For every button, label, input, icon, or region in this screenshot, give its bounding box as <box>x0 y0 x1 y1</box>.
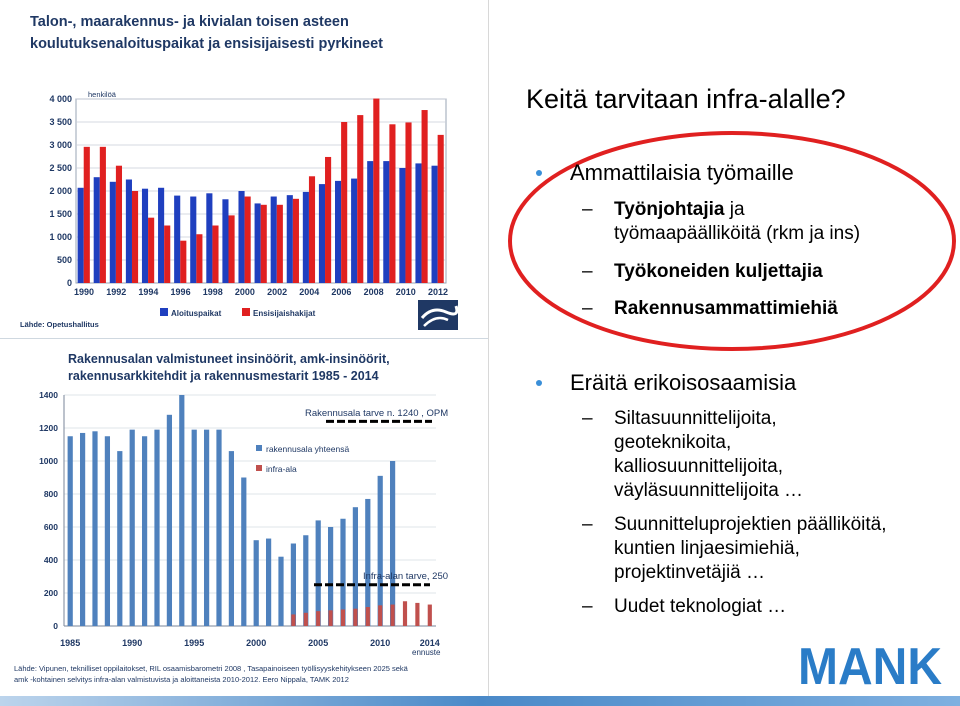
chart1-xtick-label: 2004 <box>299 287 320 297</box>
chart1-bar-ensisijaishakijat-1993 <box>132 191 138 283</box>
chart2-legend-swatch-infra <box>256 465 262 471</box>
chart2-ytick-label: 800 <box>43 489 58 499</box>
chart1-bar-ensisijaishakijat-2002 <box>277 205 283 283</box>
chart2-ytick-label: 1000 <box>39 456 58 466</box>
chart1-bar-aloituspaikat-1995 <box>158 188 164 283</box>
chart2-bar-rakennusala-yhteensä-2003 <box>291 544 296 627</box>
chart1-bar-ensisijaishakijat-2006 <box>341 122 347 283</box>
chart2-xtick-label: 1990 <box>122 638 143 648</box>
chart2-bar-rakennusala-yhteensä-1990 <box>130 430 135 626</box>
chart1-xtick-label: 1992 <box>106 287 127 297</box>
chart2-bar-infra-ala-2007 <box>341 610 345 627</box>
chart1-xtick-label: 1994 <box>138 287 159 297</box>
chart1-ytick-label: 2 500 <box>49 163 72 173</box>
chart1-ytick-label: 500 <box>56 255 72 265</box>
chart1-ytick-label: 1 000 <box>49 232 72 242</box>
chart2-bar-rakennusala-yhteensä-1996 <box>204 430 209 626</box>
chart1-bar-aloituspaikat-2007 <box>351 179 357 283</box>
chart2-source-line1: Lähde: Vipunen, teknilliset oppilaitokset, RIL osaamisbarometri 2008 , Tasapainoiseen työllisyyskehitykseen 2025 sekä <box>14 664 408 673</box>
chart2-bar-infra-ala-2003 <box>291 614 295 626</box>
chart2-bar-rakennusala-yhteensä-1999 <box>241 478 246 627</box>
chart2-bar-infra-ala-2009 <box>366 607 370 626</box>
chart-applicants-svg <box>0 0 488 338</box>
chart2-annotation-infra-need: Infra-alan tarve, 250 <box>363 571 449 582</box>
chart1-bar-ensisijaishakijat-2000 <box>245 197 251 283</box>
chart1-xtick-label: 2012 <box>427 287 448 297</box>
chart2-ytick-label: 1200 <box>39 423 58 433</box>
mank-logo <box>798 640 944 690</box>
chart2-xtick-label: 1995 <box>184 638 205 648</box>
chart1-bar-ensisijaishakijat-2012 <box>438 135 444 283</box>
chart2-bar-rakennusala-yhteensä-1985 <box>68 436 73 626</box>
chart2-ytick-label: 400 <box>43 555 58 565</box>
sub-tyonjohtajia-bold: Työnjohtajia <box>614 199 725 220</box>
sub-vaylasuunnittelijoita: väyläsuunnittelijoita … <box>614 480 804 501</box>
chart1-xtick-label: 2000 <box>234 287 255 297</box>
bullet-erikoisosaamisia: Eräitä erikoisosaamisia <box>570 370 797 395</box>
dash-1: – <box>582 199 593 220</box>
chart2-bar-infra-ala-2006 <box>329 610 333 626</box>
chart1-legend-swatch-ensisijaishakijat <box>242 308 250 316</box>
chart1-bar-aloituspaikat-2000 <box>238 191 244 283</box>
chart1-bar-ensisijaishakijat-1995 <box>164 226 170 284</box>
chart2-annotation-total-need: Rakennusala tarve n. 1240 , OPM <box>305 408 449 419</box>
chart1-xtick-label: 1998 <box>202 287 223 297</box>
chart1-bar-ensisijaishakijat-1999 <box>229 215 235 283</box>
sub-uudet-teknologiat: Uudet teknologiat … <box>614 596 787 617</box>
chart2-legend-infra: infra-ala <box>266 464 297 474</box>
chart1-legend-aloituspaikat: Aloituspaikat <box>171 309 222 318</box>
chart-applicants <box>0 0 488 338</box>
chart2-bar-rakennusala-yhteensä-1987 <box>92 431 97 626</box>
chart2-bar-rakennusala-yhteensä-2009 <box>365 499 370 626</box>
chart2-bar-rakennusala-yhteensä-2010 <box>378 476 383 626</box>
chart1-bar-aloituspaikat-1998 <box>206 193 212 283</box>
chart1-ytick-label: 2 000 <box>49 186 72 196</box>
sub-tyokoneiden-kuljettajia: Työkoneiden kuljettajia <box>614 261 823 282</box>
chart2-bar-infra-ala-2013 <box>415 603 419 626</box>
dash-3: – <box>582 298 593 319</box>
chart1-bar-ensisijaishakijat-1991 <box>100 147 106 283</box>
chart2-xtick-label: 1985 <box>60 638 81 648</box>
chart2-bar-rakennusala-yhteensä-1992 <box>154 430 159 626</box>
chart1-bar-ensisijaishakijat-2003 <box>293 199 299 283</box>
chart2-bar-rakennusala-yhteensä-1988 <box>105 436 110 626</box>
chart1-xtick-label: 1996 <box>170 287 191 297</box>
chart1-bar-aloituspaikat-1997 <box>190 197 196 283</box>
chart2-bar-infra-ala-2011 <box>391 605 395 626</box>
chart1-bar-ensisijaishakijat-1996 <box>180 241 186 283</box>
chart2-ytick-label: 600 <box>43 522 58 532</box>
chart2-xtick-label: 2005 <box>308 638 329 648</box>
dash-4: – <box>582 408 593 429</box>
dash-5: – <box>582 514 593 535</box>
sub-suunnitteluprojektien: Suunnitteluprojektien päälliköitä, <box>614 514 887 535</box>
chart1-xtick-label: 2008 <box>363 287 384 297</box>
chart1-bar-ensisijaishakijat-1990 <box>84 147 90 283</box>
bullet-dot-2 <box>536 380 542 386</box>
sub-kuntien-linjaesimiehia: kuntien linjaesimiehiä, <box>614 538 800 559</box>
chart1-bar-aloituspaikat-2002 <box>271 197 277 283</box>
chart1-ylabel: henkilöä <box>88 90 116 99</box>
slide-title: Keitä tarvitaan infra-alalle? <box>526 84 846 114</box>
chart1-bar-aloituspaikat-2008 <box>367 161 373 283</box>
chart1-bar-ensisijaishakijat-2010 <box>405 122 411 283</box>
chart2-title-line1: Rakennusalan valmistuneet insinöörit, amk-insinöörit, <box>68 352 390 366</box>
chart1-bar-ensisijaishakijat-2009 <box>389 124 395 283</box>
chart2-bar-infra-ala-2004 <box>304 613 308 626</box>
chart-graduates <box>0 338 488 697</box>
chart2-ytick-label: 1400 <box>39 390 58 400</box>
chart2-x-suffix: ennuste <box>412 648 441 657</box>
sub-geoteknikoita: geoteknikoita, <box>614 432 732 453</box>
chart2-source-line2: amk -kohtainen selvitys infra-alan valmistuvista ja aloittaneista 2010-2012. Eero Nippala, TAMK 2012 <box>14 675 349 684</box>
chart1-title-line1: Talon-, maarakennus- ja kivialan toisen asteen <box>30 14 349 30</box>
dash-2: – <box>582 261 593 282</box>
chart1-xtick-label: 2002 <box>267 287 288 297</box>
chart1-ytick-label: 0 <box>66 278 72 288</box>
chart1-bar-aloituspaikat-1999 <box>222 199 228 283</box>
chart1-source: Lähde: Opetushallitus <box>20 320 99 329</box>
chart1-xtick-label: 2006 <box>331 287 352 297</box>
chart2-bar-rakennusala-yhteensä-2001 <box>266 539 271 626</box>
chart1-ytick-label: 3 000 <box>49 140 72 150</box>
chart1-bar-aloituspaikat-2001 <box>255 203 261 283</box>
chart1-bar-aloituspaikat-1994 <box>142 189 148 283</box>
chart2-bar-infra-ala-2010 <box>378 605 382 626</box>
chart2-ytick-label: 0 <box>53 621 58 631</box>
chart1-bar-aloituspaikat-2003 <box>287 195 293 283</box>
chart1-legend-ensisijaishakijat: Ensisijaishakijat <box>253 309 316 318</box>
mank-logo-text: MANK <box>798 640 943 690</box>
chart1-bar-ensisijaishakijat-1992 <box>116 166 122 283</box>
chart1-xtick-label: 1990 <box>74 287 95 297</box>
chart1-bar-ensisijaishakijat-2005 <box>325 157 331 283</box>
sub-tyonjohtajia <box>614 199 745 221</box>
oph-logo-icon <box>418 300 458 330</box>
chart2-bar-rakennusala-yhteensä-2008 <box>353 507 358 626</box>
chart2-xtick-label: 2014 <box>419 638 440 648</box>
chart1-bar-aloituspaikat-1992 <box>110 182 116 283</box>
chart2-bar-rakennusala-yhteensä-1986 <box>80 433 85 626</box>
chart1-bar-aloituspaikat-2009 <box>383 161 389 283</box>
chart1-bar-aloituspaikat-2012 <box>432 166 438 283</box>
chart2-title-line2: rakennusarkkitehdit ja rakennusmestarit 1985 - 2014 <box>68 369 379 383</box>
chart1-bar-aloituspaikat-2004 <box>303 192 309 283</box>
chart2-bar-rakennusala-yhteensä-1995 <box>192 430 197 626</box>
chart2-bar-rakennusala-yhteensä-1991 <box>142 436 147 626</box>
chart2-bar-rakennusala-yhteensä-2004 <box>303 535 308 626</box>
chart2-bar-infra-ala-2014 <box>428 605 432 626</box>
chart2-bar-rakennusala-yhteensä-1993 <box>167 415 172 626</box>
footer-bar <box>0 696 960 706</box>
chart2-bar-rakennusala-yhteensä-2002 <box>278 557 283 626</box>
chart1-bar-ensisijaishakijat-1994 <box>148 218 154 283</box>
chart2-ytick-label: 200 <box>43 588 58 598</box>
chart2-bar-infra-ala-2012 <box>403 601 407 626</box>
chart1-title-line2: koulutuksenaloituspaikat ja ensisijaisesti pyrkineet <box>30 36 383 52</box>
chart1-bar-aloituspaikat-1990 <box>78 188 84 283</box>
chart2-bar-rakennusala-yhteensä-1994 <box>179 395 184 626</box>
chart1-ytick-label: 3 500 <box>49 117 72 127</box>
bullet-ammattilaisia: Ammattilaisia työmaille <box>570 160 794 185</box>
chart2-bar-rakennusala-yhteensä-1998 <box>229 451 234 626</box>
chart1-bar-aloituspaikat-2006 <box>335 181 341 283</box>
chart2-bar-infra-ala-2005 <box>316 611 320 626</box>
chart1-bar-ensisijaishakijat-2007 <box>357 115 363 283</box>
chart2-legend-total: rakennusala yhteensä <box>266 444 350 454</box>
sub-siltasuunnittelijoita: Siltasuunnittelijoita, <box>614 408 777 429</box>
chart1-ytick-label: 4 000 <box>49 94 72 104</box>
chart2-bar-rakennusala-yhteensä-2000 <box>254 540 259 626</box>
dash-6: – <box>582 596 593 617</box>
chart2-xtick-label: 2010 <box>370 638 391 648</box>
chart1-bar-aloituspaikat-1991 <box>94 177 100 283</box>
chart1-bar-aloituspaikat-1993 <box>126 180 132 284</box>
chart1-xtick-label: 2010 <box>395 287 416 297</box>
sub-projektinvetajia: projektinvetäjiä … <box>614 562 766 583</box>
chart1-bar-ensisijaishakijat-2004 <box>309 176 315 283</box>
chart1-ytick-label: 1 500 <box>49 209 72 219</box>
sub-kalliosuunnittelijoita: kalliosuunnittelijoita, <box>614 456 783 477</box>
chart2-xtick-label: 2000 <box>246 638 267 648</box>
chart1-bar-aloituspaikat-1996 <box>174 196 180 283</box>
chart1-bar-ensisijaishakijat-2011 <box>422 110 428 283</box>
chart1-bar-ensisijaishakijat-2008 <box>373 99 379 283</box>
chart2-bar-rakennusala-yhteensä-1989 <box>117 451 122 626</box>
chart2-bar-infra-ala-2008 <box>353 609 357 626</box>
chart2-bar-rakennusala-yhteensä-2005 <box>316 520 321 626</box>
sub-tyomaapaallikoita: työmaapäälliköitä (rkm ja ins) <box>614 223 861 244</box>
chart2-bar-rakennusala-yhteensä-1997 <box>216 430 221 626</box>
sub-tyonjohtajia-rest: ja <box>724 199 745 220</box>
chart1-bar-aloituspaikat-2005 <box>319 184 325 283</box>
chart1-bar-ensisijaishakijat-1997 <box>196 234 202 283</box>
chart-graduates-svg <box>0 339 488 697</box>
chart1-bar-ensisijaishakijat-1998 <box>212 226 218 284</box>
chart1-bar-ensisijaishakijat-2001 <box>261 205 267 283</box>
chart2-legend-swatch-total <box>256 445 262 451</box>
chart2-bar-rakennusala-yhteensä-2011 <box>390 461 395 626</box>
chart1-bar-aloituspaikat-2011 <box>415 163 421 283</box>
bullet-dot-1 <box>536 170 542 176</box>
chart1-legend-swatch-aloituspaikat <box>160 308 168 316</box>
chart1-bar-aloituspaikat-2010 <box>399 168 405 283</box>
sub-rakennusammattimiehia: Rakennusammattimiehiä <box>614 298 838 319</box>
